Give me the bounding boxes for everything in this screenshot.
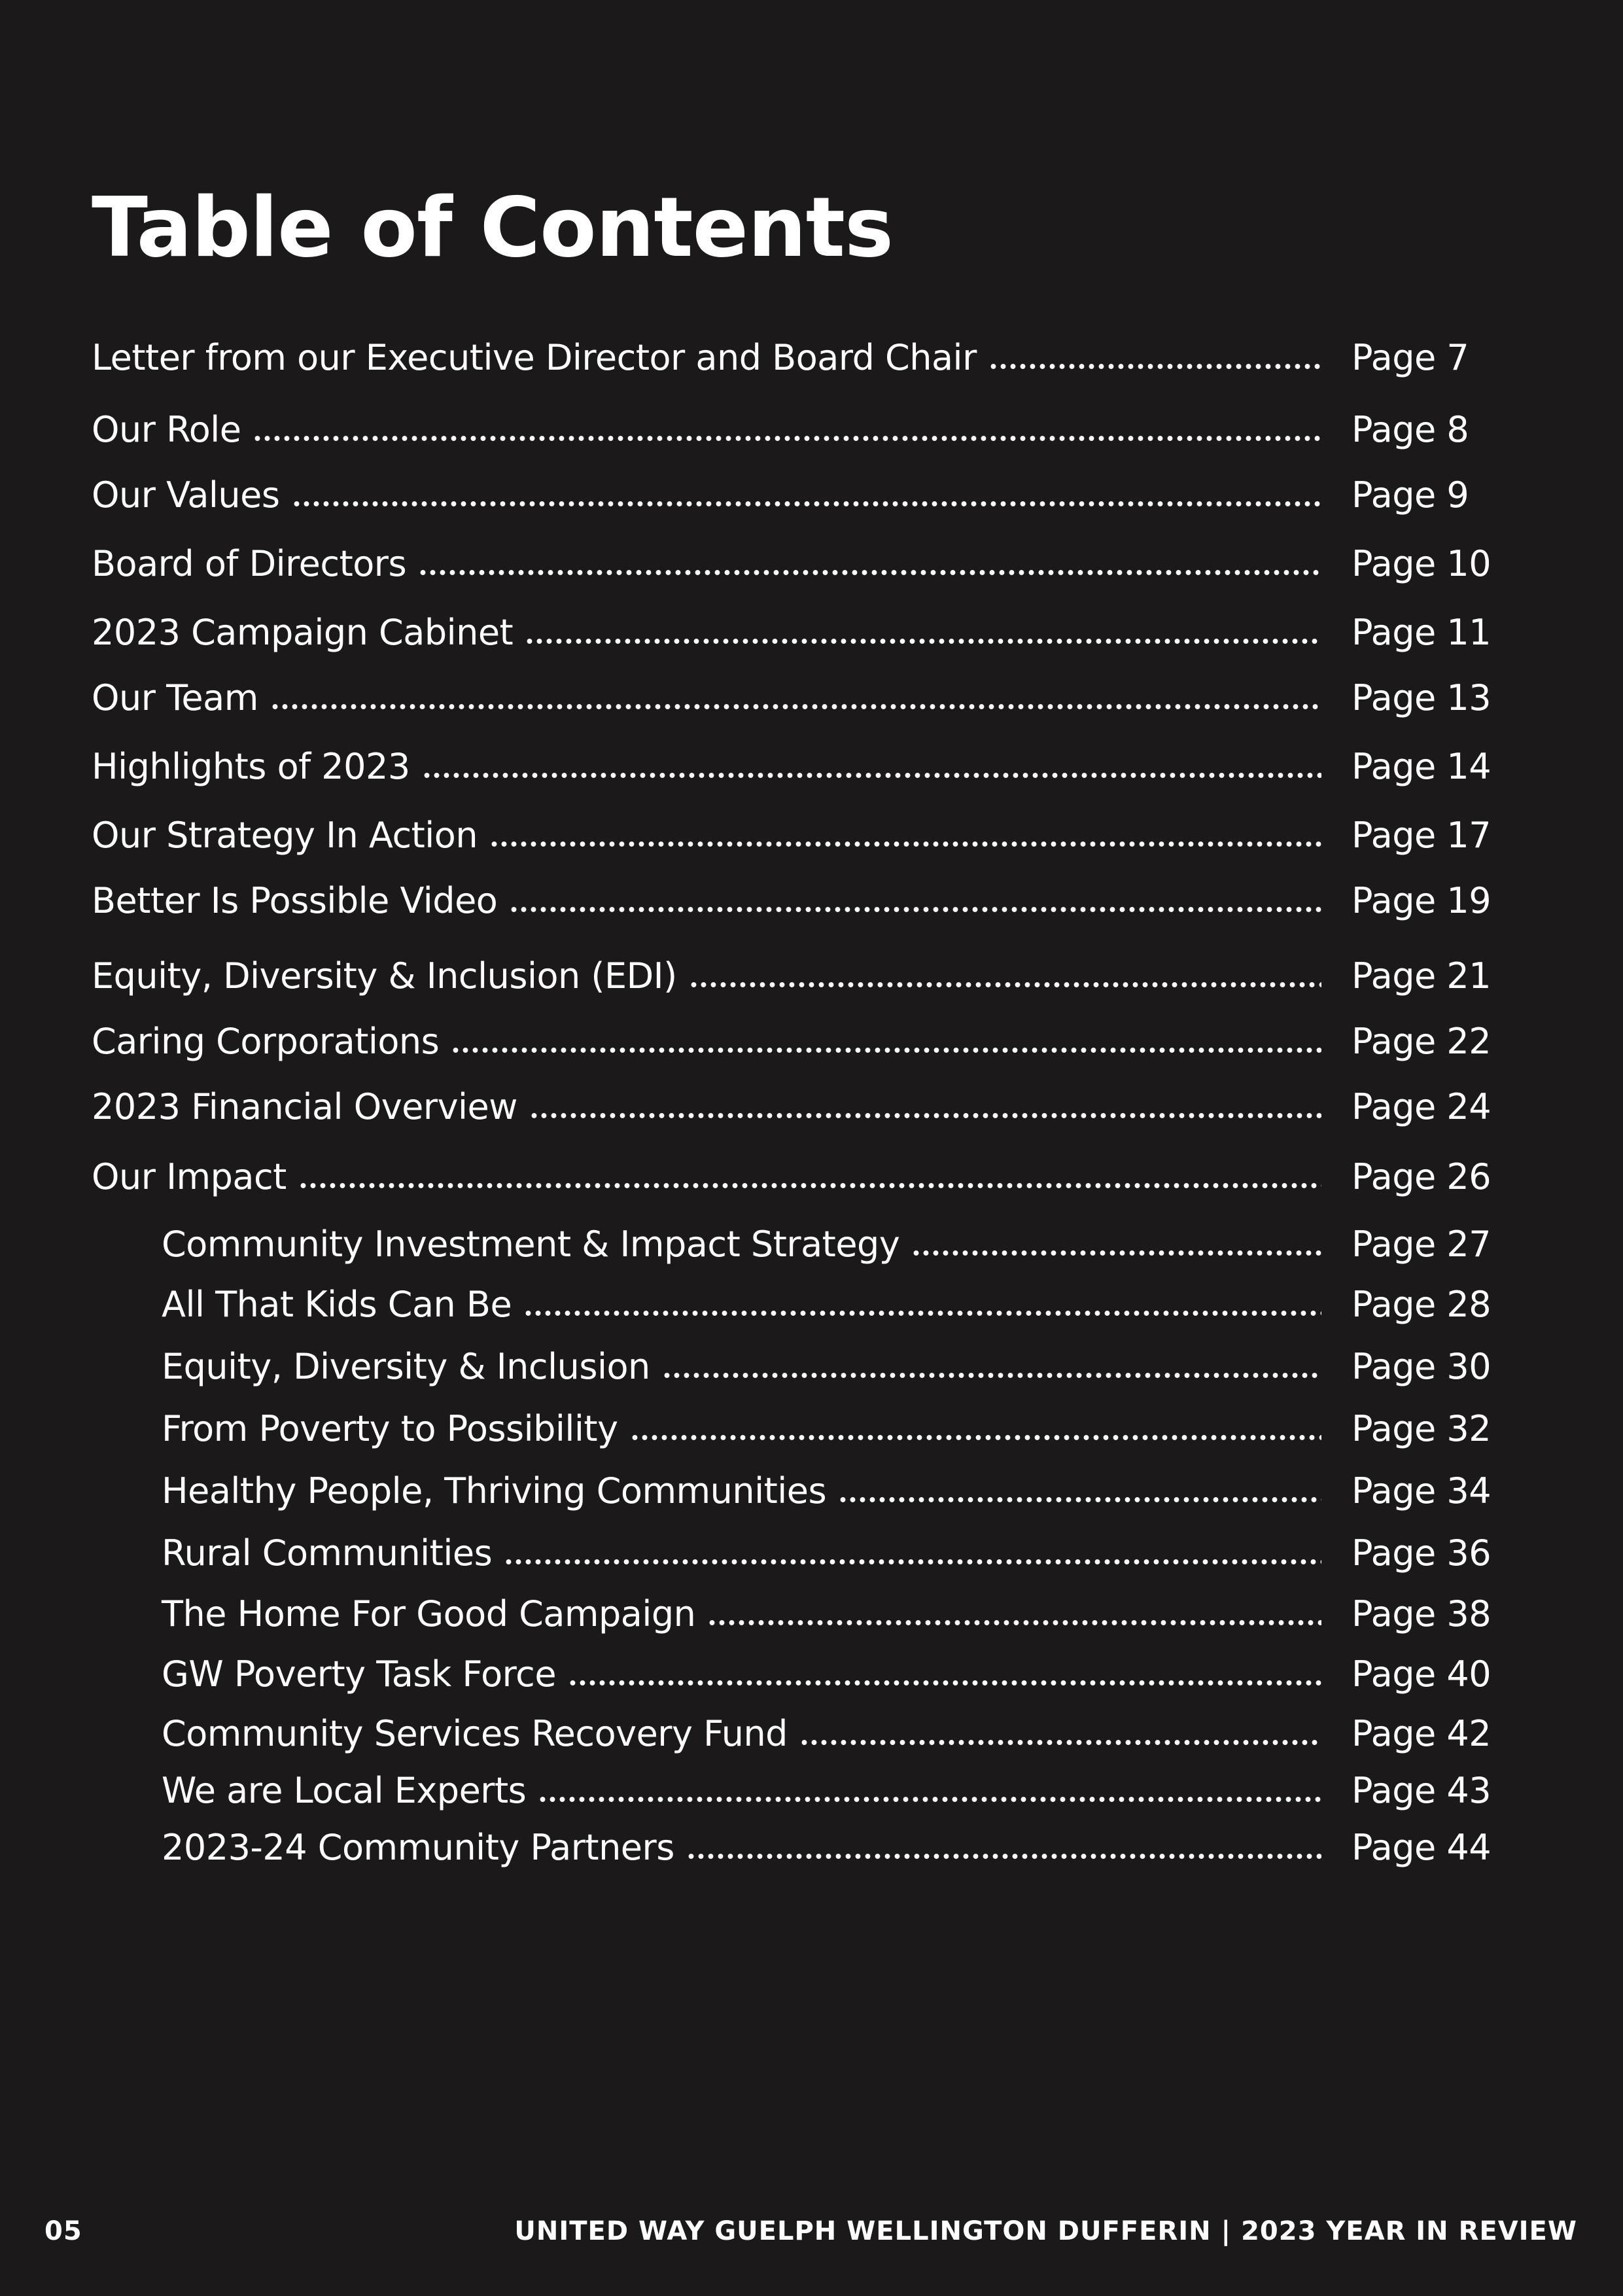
page-title: Table of Contents — [92, 179, 894, 275]
toc-entry-page: Page 27 — [1352, 1224, 1492, 1265]
toc-entry-page: Page 21 — [1352, 955, 1492, 997]
dot-leader — [911, 1250, 1321, 1256]
toc-subentry-equity-diversity-inclusion — [162, 1336, 1502, 1388]
toc-subentry-community-investment — [162, 1214, 1502, 1266]
toc-entry-label: Our Strategy In Action — [92, 815, 478, 856]
toc-entry-label: Our Role — [92, 409, 241, 450]
toc-entry-page: Page 38 — [1352, 1593, 1492, 1634]
toc-entry-page: Page 30 — [1352, 1346, 1492, 1387]
toc-subentry-rural-communities — [162, 1523, 1502, 1575]
toc-entry-label: All That Kids Can Be — [162, 1284, 512, 1325]
toc-entry-label: 2023 Campaign Cabinet — [92, 612, 514, 653]
dot-leader — [838, 1497, 1321, 1502]
toc-subentry-poverty-to-possibility — [162, 1398, 1502, 1451]
toc-subentry-all-that-kids-can-be — [162, 1274, 1502, 1326]
toc-entry-page: Page 24 — [1352, 1086, 1492, 1127]
toc-entry-label: 2023 Financial Overview — [92, 1086, 517, 1127]
dot-leader — [509, 907, 1321, 912]
toc-entry-label: Highlights of 2023 — [92, 746, 410, 787]
dot-leader — [298, 1183, 1321, 1188]
dot-leader — [270, 704, 1321, 709]
toc-subentry-local-experts — [162, 1760, 1502, 1812]
dot-leader — [253, 436, 1321, 441]
toc-entry-page: Page 7 — [1352, 337, 1469, 378]
toc-entry-page: Page 19 — [1352, 880, 1492, 921]
toc-entry-label: Caring Corporations — [92, 1021, 440, 1062]
dot-leader — [523, 1311, 1321, 1316]
dot-leader — [630, 1435, 1321, 1440]
toc-entry-page: Page 44 — [1352, 1827, 1492, 1868]
toc-entry-label: The Home For Good Campaign — [162, 1593, 696, 1634]
toc-entry-campaign-cabinet — [92, 602, 1502, 654]
toc-entry-page: Page 14 — [1352, 746, 1492, 787]
toc-entry-label: Rural Communities — [162, 1532, 493, 1574]
toc-entry-our-role — [92, 399, 1502, 451]
dot-leader — [422, 773, 1321, 778]
toc-entry-label: Community Investment & Impact Strategy — [162, 1224, 900, 1265]
dot-leader — [662, 1373, 1321, 1378]
dot-leader — [529, 1113, 1321, 1118]
toc-entry-strategy-in-action — [92, 805, 1502, 857]
toc-entry-label: Our Team — [92, 677, 258, 718]
toc-subentry-poverty-task-force — [162, 1644, 1502, 1696]
toc-entry-page: Page 42 — [1352, 1713, 1492, 1754]
toc-entry-page: Page 10 — [1352, 543, 1492, 584]
toc-entry-page: Page 17 — [1352, 815, 1492, 856]
toc-entry-label: Our Impact — [92, 1156, 287, 1197]
toc-entry-label: From Poverty to Possibility — [162, 1408, 618, 1449]
toc-entry-page: Page 26 — [1352, 1156, 1492, 1197]
toc-entry-page: Page 43 — [1352, 1770, 1492, 1811]
toc-entry-label: Letter from our Executive Director and Board Chair — [92, 337, 977, 378]
dot-leader — [292, 501, 1321, 506]
toc-entry-page: Page 13 — [1352, 677, 1492, 718]
toc-entry-page: Page 22 — [1352, 1021, 1492, 1062]
dot-leader — [451, 1048, 1321, 1053]
toc-entry-page: Page 40 — [1352, 1653, 1492, 1695]
toc-entry-label: Better Is Possible Video — [92, 880, 498, 921]
dot-leader — [538, 1797, 1321, 1802]
toc-entry-page: Page 28 — [1352, 1284, 1492, 1325]
toc-entry-label: 2023-24 Community Partners — [162, 1827, 674, 1868]
dot-leader — [689, 982, 1321, 987]
toc-entry-label: We are Local Experts — [162, 1770, 527, 1811]
toc-entry-letter — [92, 327, 1502, 380]
toc-subentry-home-for-good — [162, 1583, 1502, 1636]
toc-entry-label: Community Services Recovery Fund — [162, 1713, 788, 1754]
toc-entry-edi — [92, 945, 1502, 998]
dot-leader — [799, 1740, 1321, 1745]
toc-entry-label: GW Poverty Task Force — [162, 1653, 557, 1695]
toc-entry-page: Page 11 — [1352, 612, 1492, 653]
toc-entry-label: Our Values — [92, 474, 280, 516]
toc-entry-caring-corporations — [92, 1011, 1502, 1063]
toc-entry-better-is-possible — [92, 870, 1502, 923]
toc-entry-label: Board of Directors — [92, 543, 407, 584]
toc-entry-our-values — [92, 465, 1502, 517]
dot-leader — [418, 570, 1321, 575]
dot-leader — [988, 364, 1321, 369]
toc-entry-highlights — [92, 736, 1502, 788]
toc-entry-page: Page 34 — [1352, 1470, 1492, 1511]
dot-leader — [525, 639, 1321, 644]
toc-entry-label: Equity, Diversity & Inclusion (EDI) — [92, 955, 677, 997]
toc-entry-board-of-directors — [92, 533, 1502, 586]
dot-leader — [686, 1854, 1321, 1859]
toc-entry-financial-overview — [92, 1076, 1502, 1129]
toc-entry-page: Page 8 — [1352, 409, 1469, 450]
footer-publication-title: UNITED WAY GUELPH WELLINGTON DUFFERIN | 2023 YEAR IN REVIEW — [514, 2216, 1577, 2246]
toc-subentry-recovery-fund — [162, 1703, 1502, 1756]
toc-entry-our-impact — [92, 1146, 1502, 1199]
toc-entry-label: Healthy People, Thriving Communities — [162, 1470, 827, 1511]
toc-entry-page: Page 36 — [1352, 1532, 1492, 1574]
toc-entry-page: Page 32 — [1352, 1408, 1492, 1449]
dot-leader — [489, 841, 1321, 847]
footer-page-number: 05 — [44, 2216, 82, 2246]
toc-entry-label: Equity, Diversity & Inclusion — [162, 1346, 650, 1387]
dot-leader — [504, 1559, 1321, 1564]
dot-leader — [707, 1620, 1321, 1625]
dot-leader — [568, 1680, 1321, 1686]
toc-subentry-healthy-people — [162, 1460, 1502, 1513]
toc-subentry-community-partners — [162, 1817, 1502, 1869]
toc-entry-our-team — [92, 667, 1502, 720]
toc-entry-page: Page 9 — [1352, 474, 1469, 516]
